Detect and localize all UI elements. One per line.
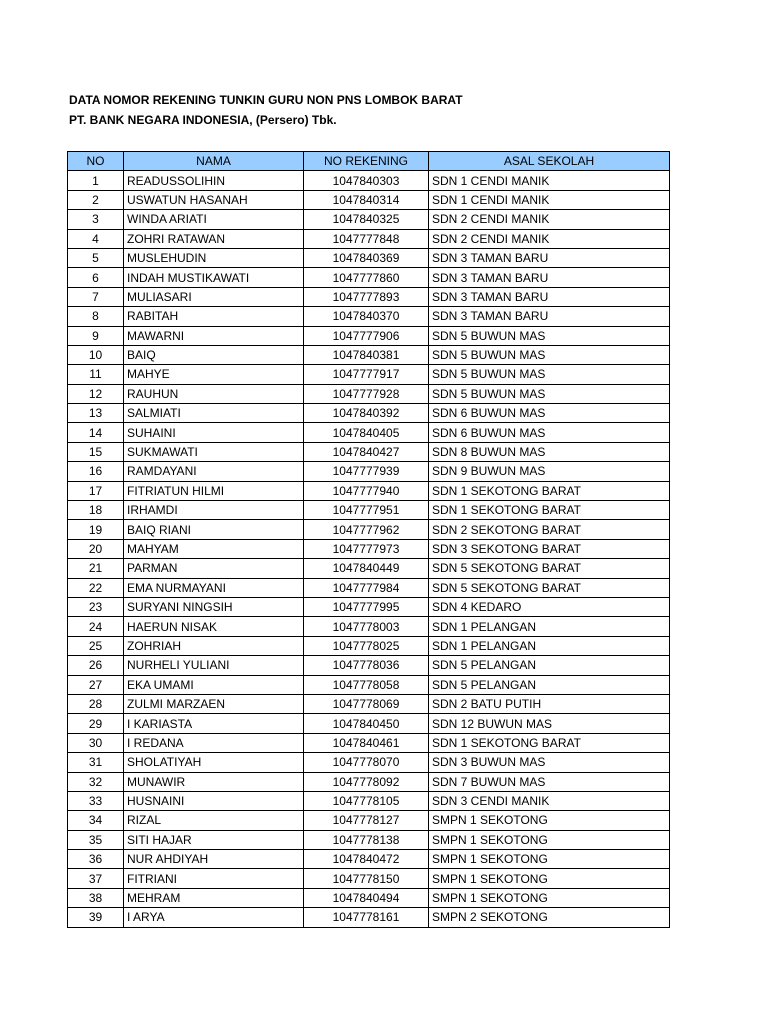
row-name: FITRIANI (124, 869, 304, 888)
table-row (68, 811, 670, 830)
row-school: SMPN 2 SEKOTONG (429, 908, 670, 927)
row-name: BAIQ RIANI (124, 520, 304, 539)
row-name: I KARIASTA (124, 714, 304, 733)
row-number: 38 (68, 888, 124, 907)
row-number: 36 (68, 850, 124, 869)
row-school: SDN 1 SEKOTONG BARAT (429, 733, 670, 752)
row-account-number: 1047777893 (304, 287, 429, 306)
row-account-number: 1047777917 (304, 365, 429, 384)
table-row (68, 171, 670, 190)
row-name: I REDANA (124, 733, 304, 752)
table-row (68, 462, 670, 481)
row-name: INDAH MUSTIKAWATI (124, 268, 304, 287)
row-number: 18 (68, 501, 124, 520)
row-number: 39 (68, 908, 124, 927)
header-no-rekening: NO REKENING (304, 152, 429, 171)
row-school: SDN 12 BUWUN MAS (429, 714, 670, 733)
row-name: MAHYAM (124, 539, 304, 558)
row-account-number: 1047778138 (304, 830, 429, 849)
row-number: 9 (68, 326, 124, 345)
row-school: SDN 6 BUWUN MAS (429, 404, 670, 423)
table-row (68, 345, 670, 364)
row-account-number: 1047778003 (304, 617, 429, 636)
row-school: SDN 3 TAMAN BARU (429, 268, 670, 287)
row-number: 24 (68, 617, 124, 636)
row-school: SDN 2 SEKOTONG BARAT (429, 520, 670, 539)
row-name: SURYANI NINGSIH (124, 597, 304, 616)
row-account-number: 1047840381 (304, 345, 429, 364)
row-name: EMA NURMAYANI (124, 578, 304, 597)
row-account-number: 1047777860 (304, 268, 429, 287)
row-account-number: 1047840303 (304, 171, 429, 190)
table-row (68, 694, 670, 713)
row-name: ZOHRI RATAWAN (124, 229, 304, 248)
row-number: 17 (68, 481, 124, 500)
row-school: SDN 3 BUWUN MAS (429, 753, 670, 772)
row-account-number: 1047777848 (304, 229, 429, 248)
row-number: 34 (68, 811, 124, 830)
row-school: SDN 1 PELANGAN (429, 636, 670, 655)
row-account-number: 1047777984 (304, 578, 429, 597)
row-number: 3 (68, 210, 124, 229)
table-row (68, 791, 670, 810)
row-name: SALMIATI (124, 404, 304, 423)
table-row (68, 210, 670, 229)
row-number: 16 (68, 462, 124, 481)
row-account-number: 1047840314 (304, 190, 429, 209)
row-name: NURHELI YULIANI (124, 656, 304, 675)
row-name: ZOHRIAH (124, 636, 304, 655)
row-school: SMPN 1 SEKOTONG (429, 811, 670, 830)
row-number: 25 (68, 636, 124, 655)
row-account-number: 1047778025 (304, 636, 429, 655)
row-number: 4 (68, 229, 124, 248)
row-account-number: 1047840449 (304, 559, 429, 578)
row-school: SDN 1 SEKOTONG BARAT (429, 481, 670, 500)
row-school: SDN 1 CENDI MANIK (429, 190, 670, 209)
row-number: 37 (68, 869, 124, 888)
row-number: 26 (68, 656, 124, 675)
row-account-number: 1047777940 (304, 481, 429, 500)
row-school: SDN 1 CENDI MANIK (429, 171, 670, 190)
header-no: NO (68, 152, 124, 171)
row-school: SDN 3 CENDI MANIK (429, 791, 670, 810)
table-row (68, 423, 670, 442)
account-table (67, 151, 670, 928)
row-account-number: 1047840392 (304, 404, 429, 423)
row-account-number: 1047840405 (304, 423, 429, 442)
row-account-number: 1047777995 (304, 597, 429, 616)
row-school: SDN 3 TAMAN BARU (429, 248, 670, 267)
row-number: 14 (68, 423, 124, 442)
row-school: SDN 7 BUWUN MAS (429, 772, 670, 791)
row-name: RABITAH (124, 307, 304, 326)
row-account-number: 1047778036 (304, 656, 429, 675)
row-number: 27 (68, 675, 124, 694)
row-account-number: 1047777928 (304, 384, 429, 403)
row-account-number: 1047840494 (304, 888, 429, 907)
row-school: SDN 3 TAMAN BARU (429, 307, 670, 326)
document-subtitle: PT. BANK NEGARA INDONESIA, (Persero) Tbk. (69, 113, 337, 127)
row-name: RAMDAYANI (124, 462, 304, 481)
document-title: DATA NOMOR REKENING TUNKIN GURU NON PNS LOMBOK BARAT (69, 93, 463, 107)
row-number: 29 (68, 714, 124, 733)
row-school: SDN 1 SEKOTONG BARAT (429, 501, 670, 520)
row-name: MUSLEHUDIN (124, 248, 304, 267)
row-school: SDN 5 BUWUN MAS (429, 326, 670, 345)
row-name: SHOLATIYAH (124, 753, 304, 772)
table-row (68, 617, 670, 636)
table-row (68, 442, 670, 461)
row-account-number: 1047840370 (304, 307, 429, 326)
row-number: 8 (68, 307, 124, 326)
table-row (68, 908, 670, 927)
table-row (68, 539, 670, 558)
row-number: 33 (68, 791, 124, 810)
row-school: SDN 2 CENDI MANIK (429, 210, 670, 229)
table-row (68, 869, 670, 888)
row-number: 15 (68, 442, 124, 461)
row-name: NUR AHDIYAH (124, 850, 304, 869)
table-row (68, 520, 670, 539)
row-name: MEHRAM (124, 888, 304, 907)
row-name: I ARYA (124, 908, 304, 927)
row-school: SMPN 1 SEKOTONG (429, 830, 670, 849)
row-school: SDN 5 BUWUN MAS (429, 384, 670, 403)
table-row (68, 365, 670, 384)
row-account-number: 1047778150 (304, 869, 429, 888)
row-school: SDN 5 BUWUN MAS (429, 345, 670, 364)
row-school: SDN 5 BUWUN MAS (429, 365, 670, 384)
table-row (68, 481, 670, 500)
table-row (68, 714, 670, 733)
row-name: FITRIATUN HILMI (124, 481, 304, 500)
row-name: SUKMAWATI (124, 442, 304, 461)
row-name: RAUHUN (124, 384, 304, 403)
row-school: SDN 2 BATU PUTIH (429, 694, 670, 713)
row-account-number: 1047777962 (304, 520, 429, 539)
row-name: HUSNAINI (124, 791, 304, 810)
row-number: 10 (68, 345, 124, 364)
row-number: 2 (68, 190, 124, 209)
table-row (68, 830, 670, 849)
row-name: ZULMI MARZAEN (124, 694, 304, 713)
table-row (68, 578, 670, 597)
table-row (68, 229, 670, 248)
table-row (68, 287, 670, 306)
row-account-number: 1047840472 (304, 850, 429, 869)
table-row (68, 190, 670, 209)
row-account-number: 1047840369 (304, 248, 429, 267)
row-name: BAIQ (124, 345, 304, 364)
row-name: EKA UMAMI (124, 675, 304, 694)
table-row (68, 850, 670, 869)
row-account-number: 1047778161 (304, 908, 429, 927)
table-row (68, 326, 670, 345)
row-school: SDN 5 SEKOTONG BARAT (429, 559, 670, 578)
row-name: SITI HAJAR (124, 830, 304, 849)
row-school: SDN 5 PELANGAN (429, 675, 670, 694)
row-school: SDN 4 KEDARO (429, 597, 670, 616)
row-school: SDN 9 BUWUN MAS (429, 462, 670, 481)
row-account-number: 1047778058 (304, 675, 429, 694)
header-nama: NAMA (124, 152, 304, 171)
row-number: 21 (68, 559, 124, 578)
row-account-number: 1047778127 (304, 811, 429, 830)
table-row (68, 597, 670, 616)
row-number: 35 (68, 830, 124, 849)
row-school: SDN 6 BUWUN MAS (429, 423, 670, 442)
row-name: WINDA ARIATI (124, 210, 304, 229)
row-name: MAHYE (124, 365, 304, 384)
row-school: SDN 3 SEKOTONG BARAT (429, 539, 670, 558)
row-account-number: 1047777939 (304, 462, 429, 481)
table-row (68, 501, 670, 520)
row-school: SDN 5 SEKOTONG BARAT (429, 578, 670, 597)
row-number: 12 (68, 384, 124, 403)
row-account-number: 1047777973 (304, 539, 429, 558)
table-row (68, 384, 670, 403)
row-school: SDN 3 TAMAN BARU (429, 287, 670, 306)
table-row (68, 675, 670, 694)
table-row (68, 656, 670, 675)
row-account-number: 1047840325 (304, 210, 429, 229)
row-account-number: 1047777951 (304, 501, 429, 520)
row-name: HAERUN NISAK (124, 617, 304, 636)
row-school: SMPN 1 SEKOTONG (429, 850, 670, 869)
row-school: SMPN 1 SEKOTONG (429, 869, 670, 888)
row-account-number: 1047777906 (304, 326, 429, 345)
row-account-number: 1047840461 (304, 733, 429, 752)
row-name: READUSSOLIHIN (124, 171, 304, 190)
row-number: 6 (68, 268, 124, 287)
row-number: 20 (68, 539, 124, 558)
row-account-number: 1047840450 (304, 714, 429, 733)
row-number: 23 (68, 597, 124, 616)
table-row (68, 248, 670, 267)
row-number: 7 (68, 287, 124, 306)
row-school: SDN 2 CENDI MANIK (429, 229, 670, 248)
row-account-number: 1047840427 (304, 442, 429, 461)
row-number: 19 (68, 520, 124, 539)
table-header-row (68, 152, 670, 171)
row-number: 11 (68, 365, 124, 384)
row-number: 22 (68, 578, 124, 597)
row-account-number: 1047778069 (304, 694, 429, 713)
row-account-number: 1047778105 (304, 791, 429, 810)
table-row (68, 888, 670, 907)
row-name: PARMAN (124, 559, 304, 578)
row-school: SDN 1 PELANGAN (429, 617, 670, 636)
row-number: 1 (68, 171, 124, 190)
header-asal-sekolah: ASAL SEKOLAH (429, 152, 670, 171)
row-name: MAWARNI (124, 326, 304, 345)
row-school: SDN 8 BUWUN MAS (429, 442, 670, 461)
table-row (68, 636, 670, 655)
row-account-number: 1047778070 (304, 753, 429, 772)
row-name: USWATUN HASANAH (124, 190, 304, 209)
row-number: 28 (68, 694, 124, 713)
table-row (68, 733, 670, 752)
table-row (68, 559, 670, 578)
row-name: MULIASARI (124, 287, 304, 306)
row-school: SDN 5 PELANGAN (429, 656, 670, 675)
row-number: 13 (68, 404, 124, 423)
table-body (68, 171, 670, 927)
table-row (68, 753, 670, 772)
row-number: 5 (68, 248, 124, 267)
table-row (68, 268, 670, 287)
row-name: RIZAL (124, 811, 304, 830)
table-row (68, 404, 670, 423)
row-name: MUNAWIR (124, 772, 304, 791)
row-number: 30 (68, 733, 124, 752)
row-number: 32 (68, 772, 124, 791)
row-account-number: 1047778092 (304, 772, 429, 791)
row-name: SUHAINI (124, 423, 304, 442)
row-school: SMPN 1 SEKOTONG (429, 888, 670, 907)
row-name: IRHAMDI (124, 501, 304, 520)
table-row (68, 772, 670, 791)
row-number: 31 (68, 753, 124, 772)
table-row (68, 307, 670, 326)
